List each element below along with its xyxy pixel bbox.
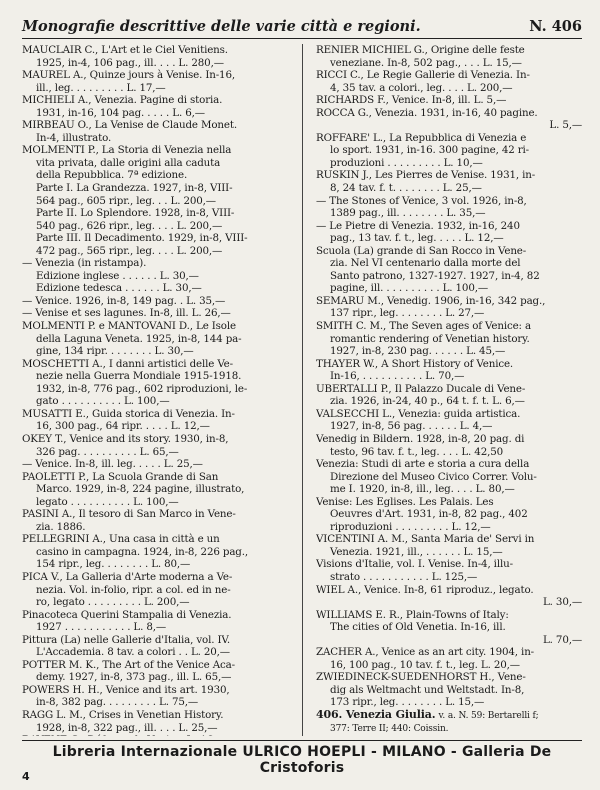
entry-line: Oeuvres d'Art. 1931, in-8, 82 pag., 402 xyxy=(330,508,528,521)
entry-line: WIEL A., Venice. In-8, 61 riproduz., legato. xyxy=(316,583,534,596)
entry-line: POTTER M. K., The Art of the Venice Aca- xyxy=(22,658,235,671)
catalog-entry xyxy=(316,245,584,295)
entry-line: lo sport. 1931, in-16. 300 pagine, 42 ri- xyxy=(330,144,529,157)
entry-line: 326 pag. . . . . . . . . . L. 65,— xyxy=(36,445,179,458)
entry-line: 16, 300 pag., 64 ripr. . . . . L. 12,— xyxy=(36,420,210,433)
entry-line: Parte III. Il Decadimento. 1929, in-8, VIII- xyxy=(36,232,248,245)
entry-line: della Repubblica. 7ª edizione. xyxy=(36,169,188,182)
entry-line: MUSATTI E., Guida storica di Venezia. In- xyxy=(22,407,235,420)
entry-line: Venedig in Bildern. 1928, in-8, 20 pag. di xyxy=(316,432,525,445)
entry-line: 173 ripr., leg. . . . . . . . L. 15,— xyxy=(330,696,485,709)
header-title: Monografie descrittive delle varie città e regioni. xyxy=(22,18,421,35)
entry-line: L. 5,— xyxy=(549,119,582,132)
entry-line: nezia. Vol. in-folio, ripr. a col. ed in ne- xyxy=(36,583,231,596)
catalog-entry xyxy=(22,144,290,257)
entry-line xyxy=(316,735,584,736)
catalog-entry xyxy=(316,69,584,94)
section-refs-cont: 377: Terre II; 440: Coissin. xyxy=(330,723,449,734)
right-column xyxy=(316,44,584,736)
entry-line: 1389 pag., ill. . . . . . . . L. 35,— xyxy=(330,207,486,220)
catalog-entry xyxy=(22,659,290,684)
entry-line: OKEY T., Venice and its story. 1930, in-8, xyxy=(22,432,229,445)
entry-line: MAUCLAIR C., L'Art et le Ciel Venitiens. xyxy=(22,44,228,56)
catalog-entry xyxy=(316,558,584,583)
entry-line: ZACHER A., Venice as an art city. 1904, in- xyxy=(316,646,534,659)
entry-line: PICA V., La Galleria d'Arte moderna a Ve- xyxy=(22,570,233,583)
entry-line: Venezia: Studi di arte e storia a cura della xyxy=(316,458,530,471)
section-heading: 406. Venezia Giulia. xyxy=(316,708,436,721)
catalog-entry xyxy=(22,408,290,433)
catalog-entry xyxy=(316,220,584,245)
entry-line: testo, 96 tav. f. t., leg. . . . L. 42,50 xyxy=(330,445,504,458)
entry-line: zia. Nel VI centenario dalla morte del xyxy=(330,257,521,270)
section-refs: v. a. N. 59: Bertarelli f; xyxy=(438,710,539,721)
entry-line: Direzione del Museo Civico Correr. Volu- xyxy=(330,470,537,483)
entry-line: In-4, illustrato. xyxy=(36,131,112,144)
entry-line: zia. 1926, in-24, 40 p., 64 t. f. t. L. 6,— xyxy=(330,395,525,408)
top-rule xyxy=(22,38,582,39)
catalog-entry xyxy=(316,169,584,194)
entry-line: — Venice. In-8, ill. leg. . . . . L. 25,— xyxy=(22,458,203,471)
catalog-entry xyxy=(22,119,290,144)
catalog-entry xyxy=(22,307,290,320)
page-number: 4 xyxy=(22,770,30,783)
catalog-entry xyxy=(316,584,584,609)
entry-line: Pinacoteca Querini Stampalia di Venezia. xyxy=(22,608,232,621)
entry-line xyxy=(22,734,290,736)
catalog-entry xyxy=(316,94,584,107)
entry-line: 154 ripr., leg. . . . . . . . L. 80,— xyxy=(36,558,191,571)
entry-line: Parte I. La Grandezza. 1927, in-8, VIII- xyxy=(36,182,233,195)
entry-line: RICHARDS F., Venice. In-8, ill. L. 5,— xyxy=(316,94,507,107)
entry-line: POWERS H. H., Venice and its art. 1930, xyxy=(22,683,230,696)
entry-line: vita privata, dalle origini alla caduta xyxy=(36,156,221,169)
catalog-entry xyxy=(316,408,584,433)
column-divider xyxy=(302,44,303,736)
entry-line: 1932, in-8, 776 pag., 602 riproduzioni, le- xyxy=(36,382,248,395)
entry-line: Venezia. 1921, ill., . . . . . . L. 15,— xyxy=(330,545,503,558)
entry-line: in-8, 382 pag. . . . . . . . . L. 75,— xyxy=(36,696,199,709)
catalog-entry xyxy=(22,571,290,609)
entry-line: pagine, ill. . . . . . . . . . L. 100,— xyxy=(330,282,488,295)
catalog-entry xyxy=(22,69,290,94)
catalog-entry xyxy=(22,709,290,734)
entry-line: 137 ripr., leg. . . . . . . . L. 27,— xyxy=(330,307,485,320)
entry-line: Edizione tedesca . . . . . . L. 30,— xyxy=(36,282,202,295)
entry-line: UBERTALLI P., Il Palazzo Ducale di Vene- xyxy=(316,382,526,395)
catalog-entry xyxy=(316,496,584,534)
entry-line: RAGG L. M., Crises in Venetian History. xyxy=(22,708,224,721)
entry-line: — Venise et ses lagunes. In-8, ill. L. 26,— xyxy=(22,307,231,320)
entry-line: nezie nella Guerra Mondiale 1915-1918. xyxy=(36,370,242,383)
entry-line: me I. 1920, in-8, ill., leg. . . . L. 80,— xyxy=(330,483,515,496)
catalog-entry xyxy=(316,107,584,132)
catalog-entry xyxy=(316,646,584,671)
entry-line: 540 pag., 626 ripr., leg. . . . L. 200,— xyxy=(36,219,223,232)
catalog-entry xyxy=(22,734,290,736)
entry-line: ZWIEDINECK-SUEDENHORST H., Vene- xyxy=(316,671,526,684)
entry-line: ROFFARE' L., La Repubblica di Venezia e xyxy=(316,131,527,144)
entry-line: gine, 134 ripr. . . . . . . . L. 30,— xyxy=(36,345,194,358)
page-header xyxy=(22,14,582,40)
entry-line: 1925, in-4, 106 pag., ill. . . . L. 280,— xyxy=(36,56,224,69)
entry-line: dig als Weltmacht und Weltstadt. In-8, xyxy=(330,683,525,696)
entry-line: Scuola (La) grande di San Rocco in Vene- xyxy=(316,244,527,257)
catalog-entry xyxy=(22,295,290,308)
catalog-entry xyxy=(316,433,584,458)
entry-line: — Venezia (in ristampa). xyxy=(22,257,147,270)
catalog-entry xyxy=(22,44,290,69)
entry-line: L. 70,— xyxy=(542,633,582,646)
catalog-entry xyxy=(22,609,290,634)
entry-line: — Venice. 1926, in-8, 149 pag. . L. 35,— xyxy=(22,294,226,307)
catalog-entry xyxy=(22,508,290,533)
entry-line: pag., 13 tav. f. t., leg. . . . . L. 12,— xyxy=(330,232,504,245)
entry-line: produzioni . . . . . . . . . L. 10,— xyxy=(330,156,483,169)
entry-line: RENIER MICHIEL G., Origine delle feste xyxy=(316,44,525,56)
entry-line: Marco. 1929, in-8, 224 pagine, illustrato, xyxy=(36,483,245,496)
entry-line: RUSKIN J., Les Pierres de Venise. 1931, in- xyxy=(316,169,536,182)
entry-line: ro, legato . . . . . . . . . L. 200,— xyxy=(36,596,190,609)
entry-line: della Laguna Veneta. 1925, in-8, 144 pa- xyxy=(36,332,242,345)
entry-line: MAUREL A., Quinze jours à Venise. In-16, xyxy=(22,69,235,82)
section-406 xyxy=(316,709,584,736)
entry-line: The cities of Old Venetia. In-16, ill. xyxy=(330,621,506,634)
catalog-entry xyxy=(22,433,290,458)
entry-line: riproduzioni . . . . . . . . . L. 12,— xyxy=(330,520,491,533)
entry-line: Visions d'Italie, vol. I. Venise. In-4, illu- xyxy=(316,558,513,571)
entry-line: Parte II. Lo Splendore. 1928, in-8, VIII- xyxy=(36,207,235,220)
entry-line: MOSCHETTI A., I danni artistici delle Ve- xyxy=(22,357,233,370)
catalog-entry xyxy=(316,458,584,496)
entry-line: zia. 1886. xyxy=(36,520,86,533)
entry-line: ill., leg. . . . . . . . . L. 17,— xyxy=(36,81,166,94)
entry-line: 4, 35 tav. a colori., leg. . . . L. 200,— xyxy=(330,81,513,94)
entry-line: 472 pag., 565 ripr., leg. . . . L. 200,— xyxy=(36,244,223,257)
entry-line: 1931, in-16, 104 pag. . . . . L. 6,— xyxy=(36,106,205,119)
catalog-entry xyxy=(22,471,290,509)
entry-line: WILLIAMS E. R., Plain-Towns of Italy: xyxy=(316,608,509,621)
catalog-entry xyxy=(316,671,584,709)
entry-line: 1927, in-8, 230 pag. . . . . . L. 45,— xyxy=(330,345,506,358)
catalog-entry xyxy=(22,458,290,471)
entry-line: PAOLETTI P., La Scuola Grande di San xyxy=(22,470,219,483)
entry-line: SMITH C. M., The Seven ages of Venice: a xyxy=(316,320,531,333)
entry-line: MIRBEAU O., La Venise de Claude Monet. xyxy=(22,119,237,132)
entry-line: gato . . . . . . . . . . L. 100,— xyxy=(36,395,170,408)
entry-line: In-16, . . . . . . . . . . L. 70,— xyxy=(330,370,465,383)
catalog-entry xyxy=(22,533,290,571)
footer-publisher: Libreria Internazionale ULRICO HOEPLI - MILANO - Galleria De Cristoforis xyxy=(52,744,552,776)
entry-line: Venise: Les Eglises. Les Palais. Les xyxy=(316,495,494,508)
entry-line: ROCCA G., Venezia. 1931, in-16, 40 pagine. xyxy=(316,106,538,119)
left-column xyxy=(22,44,290,736)
catalog-entry xyxy=(316,320,584,358)
header-number: N. 406 xyxy=(529,18,582,35)
entry-line: Santo patrono, 1327-1927. 1927, in-4, 82 xyxy=(330,269,540,282)
catalog-entry xyxy=(316,132,584,170)
catalog-entry xyxy=(316,358,584,383)
entry-line: 564 pag., 605 ripr., leg. . . L. 200,— xyxy=(36,194,216,207)
entry-line: VICENTINI A. M., Santa Maria de' Servi in xyxy=(316,533,535,546)
entry-line: strato . . . . . . . . . . . L. 125,— xyxy=(330,570,478,583)
entry-line: L'Accademia. 8 tav. a colori . . L. 20,— xyxy=(36,646,230,659)
entry-line: casino in campagna. 1924, in-8, 226 pag., xyxy=(36,545,248,558)
catalog-entry xyxy=(316,533,584,558)
entry-line: 16, 100 pag., 10 tav. f. t., leg. L. 20,— xyxy=(330,658,520,671)
entry-line: PELLEGRINI A., Una casa in città e un xyxy=(22,533,220,546)
entry-line: 1927 . . . . . . . . . . . L. 8,— xyxy=(36,621,167,634)
catalog-entry xyxy=(22,684,290,709)
entry-line: THAYER W., A Short History of Venice. xyxy=(316,357,514,370)
entry-line: VALSECCHI L., Venezia: guida artistica. xyxy=(316,407,521,420)
catalog-entry xyxy=(22,358,290,408)
entry-line: Pittura (La) nelle Gallerie d'Italia, vol. IV. xyxy=(22,633,231,646)
entry-line: demy. 1927, in-8, 373 pag., ill. L. 65,— xyxy=(36,671,232,684)
catalog-entry xyxy=(316,383,584,408)
catalog-entry xyxy=(22,320,290,358)
entry-line: RICCI C., Le Regie Gallerie di Venezia. In- xyxy=(316,69,530,82)
catalog-entry xyxy=(316,195,584,220)
entry-line: Edizione inglese . . . . . . L. 30,— xyxy=(36,269,199,282)
entry-line: — Le Pietre di Venezia. 1932, in-16, 240 xyxy=(316,219,520,232)
catalog-entry xyxy=(22,257,290,295)
entry-line: — The Stones of Venice, 3 vol. 1926, in-8, xyxy=(316,194,527,207)
entry-line: 1927, in-8, 56 pag. . . . . . L. 4,— xyxy=(330,420,493,433)
entry-line: MOLMENTI P., La Storia di Venezia nella xyxy=(22,144,232,157)
catalog-entry xyxy=(22,634,290,659)
entry-line: 1928, in-8, 322 pag., ill. . . . L. 25,— xyxy=(36,721,218,734)
catalog-entry xyxy=(316,609,584,647)
entry-line: veneziane. In-8, 502 pag., . . . L. 15,— xyxy=(330,56,522,69)
catalog-entry xyxy=(316,44,584,69)
entry-line: MICHIELI A., Venezia. Pagine di storia. xyxy=(22,94,223,107)
entry-line: 8, 24 tav. f. t. . . . . . . . L. 25,— xyxy=(330,182,482,195)
entry-line: PASINI A., Il tesoro di San Marco in Vene- xyxy=(22,508,236,521)
catalog-entry xyxy=(316,295,584,320)
entry-line: MOLMENTI P. e MANTOVANI D., Le Isole xyxy=(22,320,236,333)
bottom-rule xyxy=(22,740,582,741)
entry-line: romantic rendering of Venetian history. xyxy=(330,332,530,345)
entry-line: legato . . . . . . . . . . L. 100,— xyxy=(36,495,179,508)
entry-line: SEMARU M., Venedig. 1906, in-16, 342 pag., xyxy=(316,294,546,307)
catalog-entry xyxy=(22,94,290,119)
entry-line: L. 30,— xyxy=(542,596,582,609)
